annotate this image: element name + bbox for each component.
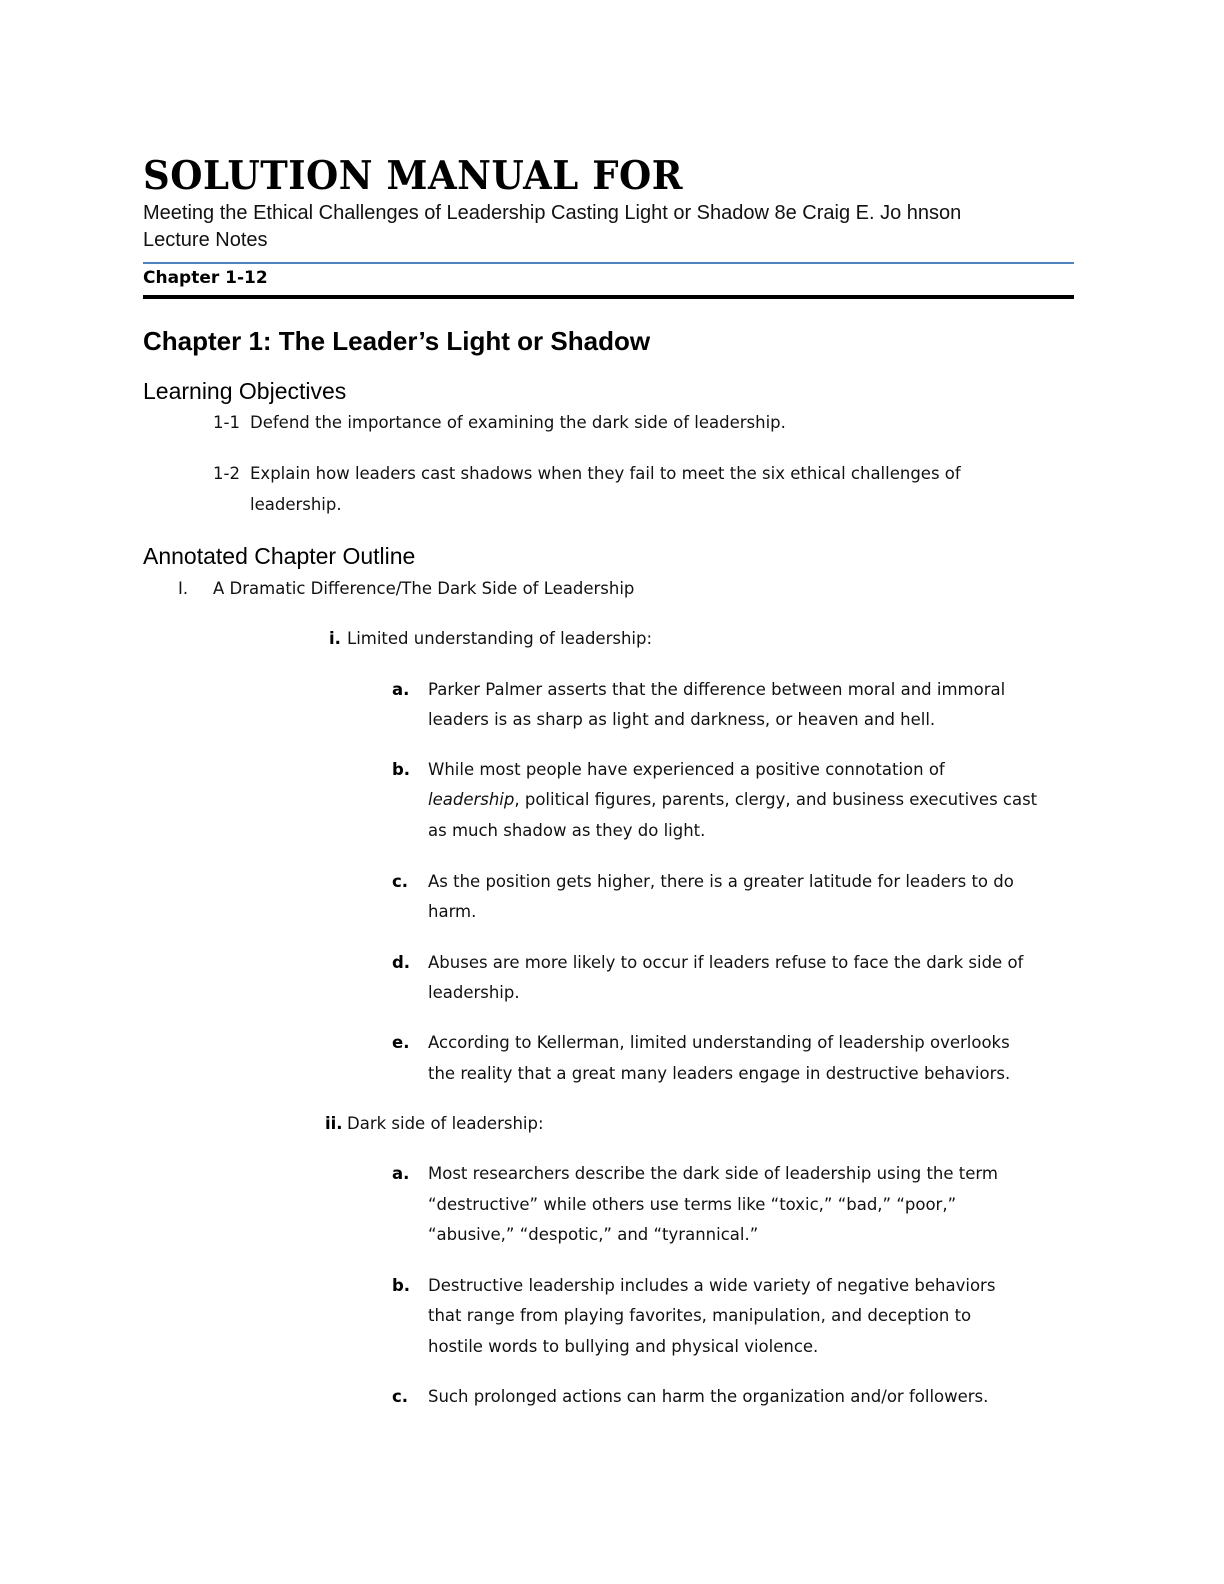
header-divider-blue xyxy=(143,262,1074,264)
outline-point-text: as much shadow as they do light. xyxy=(428,821,706,840)
objective-number: 1-1 xyxy=(213,413,240,432)
outline-subsection-number: i. xyxy=(329,629,341,648)
outline-point-text: Abuses are more likely to occur if leaders refuse to face the dark side of xyxy=(428,953,1024,972)
outline-point-letter: d. xyxy=(392,953,411,972)
outline-point-text: Most researchers describe the dark side of leadership using the term xyxy=(428,1164,998,1183)
outline-point-text: the reality that a great many leaders engage in destructive behaviors. xyxy=(428,1064,1011,1083)
outline-point-letter: e. xyxy=(392,1033,410,1052)
outline-point-text: Parker Palmer asserts that the difference between moral and immoral xyxy=(428,680,1006,699)
outline-subsection-title: Limited understanding of leadership: xyxy=(347,629,653,648)
outline-point-letter: b. xyxy=(392,760,411,779)
outline-point-letter: c. xyxy=(392,1387,409,1406)
outline-section-title: A Dramatic Difference/The Dark Side of Leadership xyxy=(213,579,635,598)
document-banner-title: SOLUTION MANUAL FOR xyxy=(143,152,683,199)
book-title-line: Meeting the Ethical Challenges of Leadership Casting Light or Shadow 8e Craig E. Jo hnson xyxy=(143,202,962,224)
outline-point-text: “abusive,” “despotic,” and “tyrannical.” xyxy=(428,1225,759,1244)
objective-number: 1-2 xyxy=(213,464,240,483)
outline-point-letter: b. xyxy=(392,1276,411,1295)
objective-text: Explain how leaders cast shadows when they fail to meet the six ethical challenges of xyxy=(250,464,961,483)
outline-point-text: that range from playing favorites, manipulation, and deception to xyxy=(428,1306,972,1325)
outline-point-text: leaders is as sharp as light and darkness, or heaven and hell. xyxy=(428,710,936,729)
outline-point-text: According to Kellerman, limited understanding of leadership overlooks xyxy=(428,1033,1010,1052)
outline-point-text: leadership. xyxy=(428,983,520,1002)
outline-heading: Annotated Chapter Outline xyxy=(143,543,416,569)
objective-text-continued: leadership. xyxy=(250,495,342,514)
header-divider-black xyxy=(143,295,1074,299)
outline-subsection-number: ii. xyxy=(325,1114,343,1133)
outline-point-letter: c. xyxy=(392,872,409,891)
outline-point-text: As the position gets higher, there is a greater latitude for leaders to do xyxy=(428,872,1014,891)
outline-subsection-title: Dark side of leadership: xyxy=(347,1114,544,1133)
outline-section-number: I. xyxy=(178,579,189,598)
outline-point-text: Destructive leadership includes a wide variety of negative behaviors xyxy=(428,1276,996,1295)
outline-point-text: harm. xyxy=(428,902,477,921)
learning-objectives-heading: Learning Objectives xyxy=(143,378,347,404)
outline-point-text-rest: , political figures, parents, clergy, and business executives cast xyxy=(514,790,1038,809)
outline-point-letter: a. xyxy=(392,680,410,699)
lecture-notes-label: Lecture Notes xyxy=(143,229,268,251)
emphasized-term: leadership xyxy=(428,790,515,809)
outline-point-text: hostile words to bullying and physical violence. xyxy=(428,1337,819,1356)
outline-point-text: “destructive” while others use terms like “toxic,” “bad,” “poor,” xyxy=(428,1195,957,1214)
outline-point-text: Such prolonged actions can harm the organization and/or followers. xyxy=(428,1387,989,1406)
outline-point-text: While most people have experienced a positive connotation of xyxy=(428,760,945,779)
outline-point-letter: a. xyxy=(392,1164,410,1183)
chapter-title: Chapter 1: The Leader’s Light or Shadow xyxy=(143,326,651,356)
objective-text: Defend the importance of examining the dark side of leadership. xyxy=(250,413,786,432)
chapter-range-label: Chapter 1-12 xyxy=(143,268,268,288)
outline-point-text xyxy=(428,790,1037,809)
